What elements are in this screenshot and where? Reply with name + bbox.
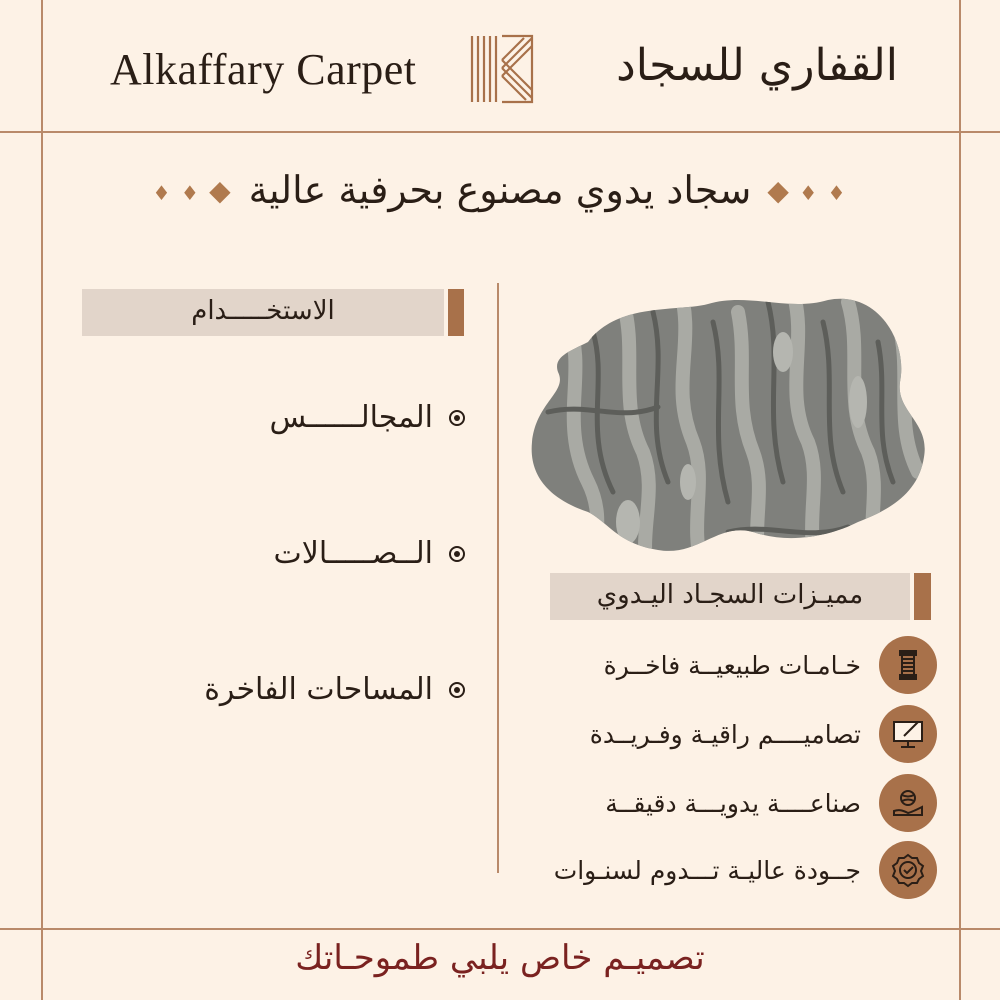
feature-item <box>510 705 937 763</box>
usage-item <box>204 672 465 707</box>
feature-item <box>510 841 937 899</box>
usage-item-label: الــصـــــالات <box>273 536 433 571</box>
brand-name-english: Alkaffary Carpet <box>110 45 417 94</box>
usage-item <box>270 400 465 435</box>
hand-yarn-icon <box>879 774 937 832</box>
headline-text: سجاد يدوي مصنوع بحرفية عالية <box>248 168 752 212</box>
design-monitor-icon <box>879 705 937 763</box>
usage-item-label: المجالــــــس <box>269 400 433 435</box>
feature-item <box>510 636 937 694</box>
frame-line-right <box>959 0 961 1000</box>
bullet-icon <box>449 546 465 562</box>
ornament-right: ◆ ♦ ♦ <box>767 173 848 207</box>
feature-label: صناعــــة يدويـــة دقيقــة <box>605 788 861 818</box>
carpet-sample-image <box>528 282 930 572</box>
features-title-accent <box>914 573 931 620</box>
brand-name-arabic: القفاري للسجاد <box>616 40 898 91</box>
headline <box>150 168 850 212</box>
column-divider <box>497 283 499 873</box>
feature-label: جــودة عاليـة تـــدوم لسنـوات <box>553 855 861 885</box>
bullet-icon <box>449 682 465 698</box>
bullet-icon <box>449 410 465 426</box>
quality-badge-icon <box>879 841 937 899</box>
frame-line-top <box>0 131 1000 133</box>
thread-spool-icon <box>879 636 937 694</box>
feature-label: تصاميــــم راقيـة وفـريــدة <box>589 719 861 749</box>
frame-line-left <box>41 0 43 1000</box>
frame-line-bottom <box>0 928 1000 930</box>
feature-item <box>510 774 937 832</box>
feature-label: خـامـات طبيعيــة فاخــرة <box>603 650 861 680</box>
usage-item-label: المساحات الفاخرة <box>204 672 433 707</box>
brand-logo-icon <box>468 34 536 104</box>
usage-title: الاستخـــــدام <box>191 296 335 326</box>
features-title: مميـزات السجـاد اليـدوي <box>596 580 864 610</box>
ornament-left: ♦ ♦ ◆ <box>152 173 233 207</box>
usage-title-accent <box>448 289 464 336</box>
usage-item <box>273 536 465 571</box>
tagline: تصميـم خاص يلبي طموحـاتك <box>295 938 705 978</box>
